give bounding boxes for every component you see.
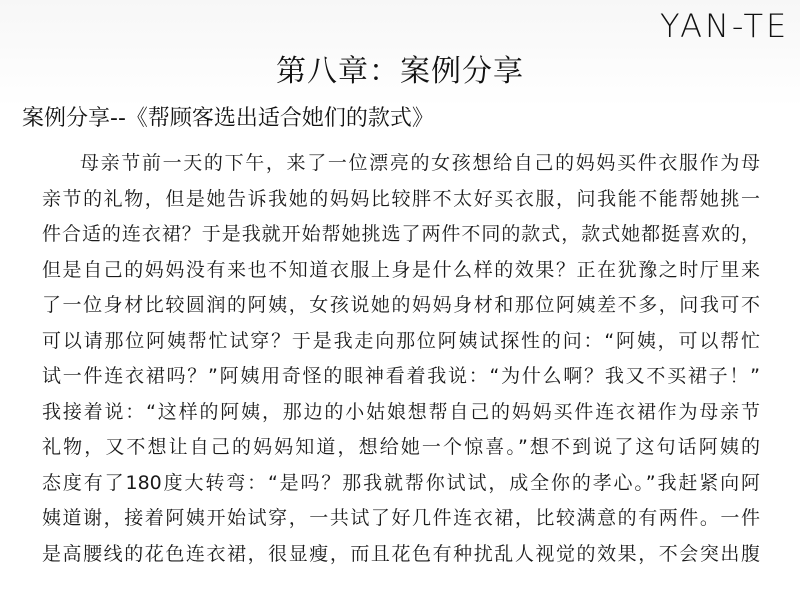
section-heading: 案例分享--《帮顾客选出适合她们的款式》 bbox=[22, 106, 434, 131]
page-title: 第八章：案例分享 bbox=[276, 54, 524, 89]
body-line: 姨道谢，接着阿姨开始试穿，一共试了好几件连衣裙，比较满意的有两件。一件 bbox=[42, 507, 760, 529]
body-line: 但是自己的妈妈没有来也不知道衣服上身是什么样的效果？正在犹豫之时厅里来 bbox=[42, 258, 760, 281]
body-line: 态度有了180度大转弯：“是吗？那我就帮你试试，成全你的孝心。”我赶紧向阿 bbox=[42, 471, 760, 494]
body-line: 件合适的连衣裙？于是我就开始帮她挑选了两件不同的款式，款式她都挺喜欢的， bbox=[42, 223, 760, 245]
body-line: 了一位身材比较圆润的阿姨，女孩说她的妈妈身材和那位阿姨差不多，问我可不 bbox=[42, 294, 760, 316]
body-line: 可以请那位阿姨帮忙试穿？于是我走向那位阿姨试探性的问：“阿姨，可以帮忙 bbox=[42, 329, 760, 352]
body-line: 母亲节前一天的下午，来了一位漂亮的女孩想给自己的妈妈买件衣服作为母 bbox=[80, 152, 760, 174]
body-line: 礼物，又不想让自己的妈妈知道，想给她一个惊喜。”想不到说了这句话阿姨的 bbox=[42, 436, 760, 458]
body-line: 我接着说：“这样的阿姨，那边的小姑娘想帮自己的妈妈买件连衣裙作为母亲节 bbox=[42, 400, 760, 423]
body-line: 是高腰线的花色连衣裙，很显瘦，而且花色有种扰乱人视觉的效果，不会突出腹 bbox=[42, 542, 760, 565]
body-line: 亲节的礼物，但是她告诉我她的妈妈比较胖不太好买衣服，问我能不能帮她挑一 bbox=[42, 187, 760, 210]
body-text bbox=[42, 146, 760, 572]
brand-logo: YAN-TE bbox=[660, 7, 790, 45]
body-line: 试一件连衣裙吗？”阿姨用奇怪的眼神看着我说：“为什么啊？我又不买裙子！” bbox=[42, 365, 760, 387]
